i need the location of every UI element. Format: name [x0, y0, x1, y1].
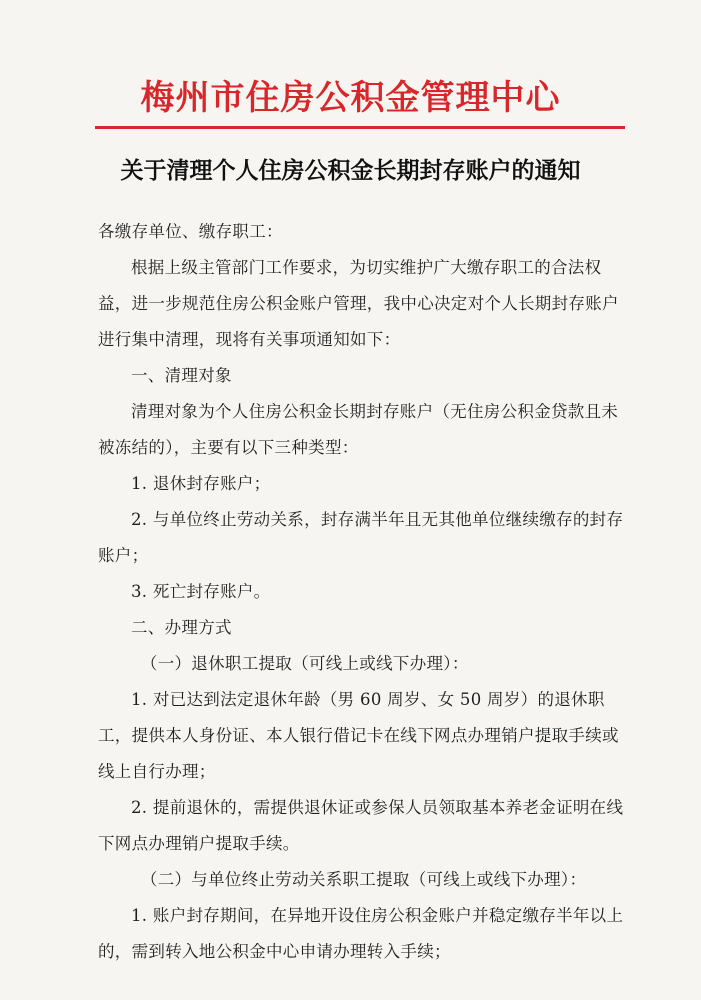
header-red-line — [95, 126, 625, 129]
sub2-heading: （二）与单位终止劳动关系职工提取（可线上或线下办理）： — [140, 870, 587, 889]
section1-text: 清理对象为个人住房公积金长期封存账户（无住房公积金贷款且未被冻结的），主要有以下三种类型： — [98, 402, 619, 457]
type2-item: 2. 与单位终止劳动关系，封存满半年且无其他单位继续缴存的封存账户； — [98, 510, 624, 565]
sub1-item2: 2. 提前退休的，需提供退休证或参保人员领取基本养老金证明在线下网点办理销户提取手续。 — [98, 798, 624, 853]
section1-heading: 一、清理对象 — [131, 366, 232, 385]
org-header: 梅州市住房公积金管理中心 — [140, 78, 561, 118]
type3-item: 3. 死亡封存账户。 — [131, 582, 271, 601]
sub2-item1: 1. 账户封存期间，在异地开设住房公积金账户并稳定缴存半年以上的，需到转入地公积金中心申请办理转入手续； — [98, 906, 624, 961]
intro-paragraph: 根据上级主管部门工作要求，为切实维护广大缴存职工的合法权益，进一步规范住房公积金账户管理，我中心决定对个人长期封存账户进行集中清理，现将有关事项通知如下： — [98, 258, 619, 349]
sub1-heading: （一）退休职工提取（可线上或线下办理）： — [140, 654, 469, 673]
salutation: 各缴存单位、缴存职工： — [98, 222, 283, 241]
notice-title: 关于清理个人住房公积金长期封存账户的通知 — [120, 158, 581, 184]
type1-item: 1. 退休封存账户； — [131, 474, 271, 493]
sub1-item1: 1. 对已达到法定退休年龄（男 60 周岁、女 50 周岁）的退休职工，提供本人身份证、本人银行借记卡在线下网点办理销户提取手续或线上自行办理； — [98, 690, 619, 781]
section2-heading: 二、办理方式 — [131, 618, 232, 637]
notice-body — [98, 214, 628, 970]
